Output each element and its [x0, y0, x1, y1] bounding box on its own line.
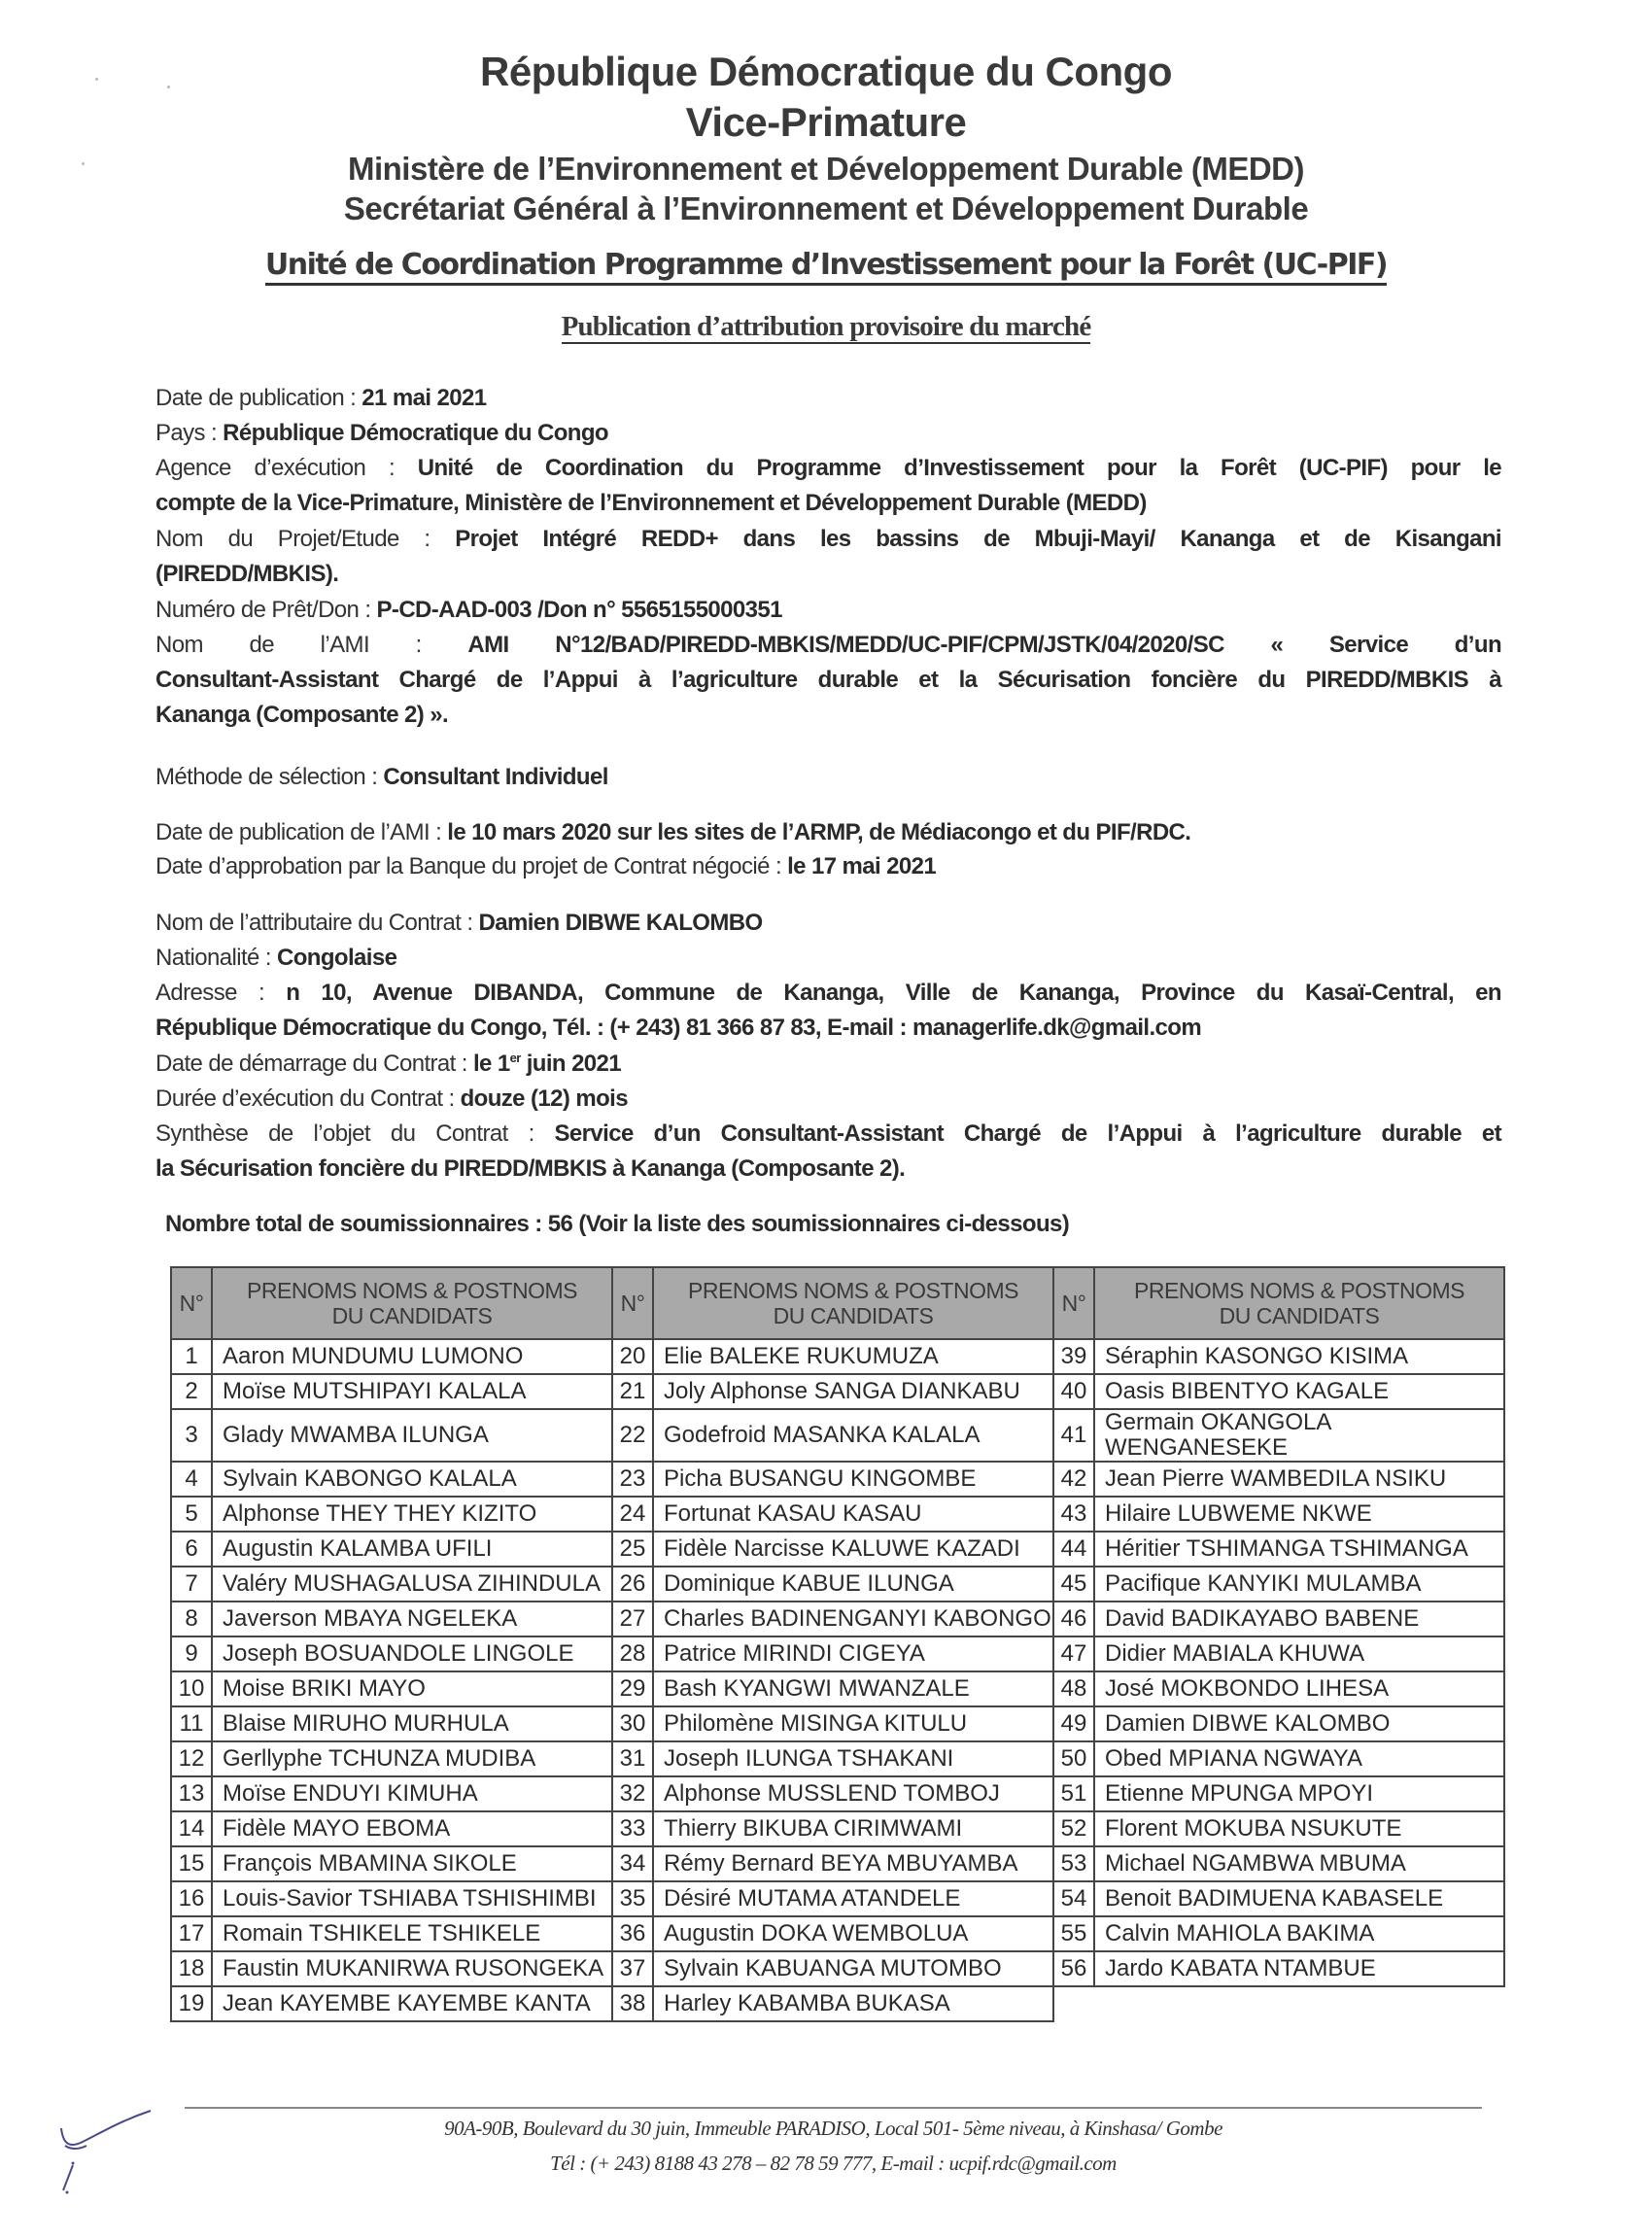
candidate-name: Bash KYANGWI MWANZALE: [653, 1671, 1053, 1706]
candidate-name: Aaron MUNDUMU LUMONO: [212, 1339, 612, 1374]
header-name-line2: DU CANDIDATS: [331, 1303, 493, 1328]
candidate-name: Jean Pierre WAMBEDILA NSIKU: [1094, 1462, 1504, 1497]
candidate-name: Benoit BADIMUENA KABASELE: [1094, 1881, 1504, 1916]
table-row: [171, 1497, 1504, 1532]
candidate-number: 42: [1053, 1462, 1094, 1497]
table-row: [171, 1671, 1504, 1706]
candidate-number: 30: [612, 1706, 653, 1741]
candidate-name: Alphonse MUSSLEND TOMBOJ: [653, 1776, 1053, 1811]
field-nom-ami-cont: [155, 667, 1501, 694]
field-duree: [155, 1085, 1501, 1113]
field-label: Nom du Projet/Etude :: [155, 526, 456, 552]
candidate-name: Jardo KABATA NTAMBUE: [1094, 1951, 1504, 1986]
header-num: N°: [171, 1267, 212, 1339]
candidate-number: 31: [612, 1741, 653, 1776]
candidate-number: 56: [1053, 1951, 1094, 1986]
candidate-name: Augustin DOKA WEMBOLUA: [653, 1916, 1053, 1951]
candidate-number: 13: [171, 1776, 212, 1811]
header-name-line1: PRENOMS NOMS & POSTNOMS: [1134, 1278, 1464, 1303]
candidate-number: 1: [171, 1339, 212, 1374]
field-value: République Démocratique du Congo, Tél. : (+ 243) 81 366 87 83, E-mail : managerlife.dk@gmail.com: [155, 1015, 1202, 1041]
field-nom-ami-cont2: [155, 702, 1501, 729]
field-value: République Démocratique du Congo: [223, 420, 608, 446]
candidate-name: Moise BRIKI MAYO: [212, 1671, 612, 1706]
field-adresse-cont: [155, 1015, 1501, 1042]
table-row: [171, 1409, 1504, 1462]
candidate-number: 22: [612, 1409, 653, 1462]
table-header-row: [171, 1267, 1504, 1339]
field-label: Méthode de sélection :: [155, 764, 384, 790]
candidate-number: 37: [612, 1951, 653, 1986]
header-name: [1094, 1267, 1504, 1339]
candidate-name: Hilaire LUBWEME NKWE: [1094, 1497, 1504, 1532]
candidate-name: Thierry BIKUBA CIRIMWAMI: [653, 1811, 1053, 1846]
table-row: [171, 1741, 1504, 1776]
candidate-number: 41: [1053, 1409, 1094, 1462]
footer-address: 90A-90B, Boulevard du 30 juin, Immeuble PARADISO, Local 501- 5ème niveau, à Kinshasa/ Gombe: [444, 2117, 1222, 2140]
header-name-line2: DU CANDIDATS: [773, 1303, 934, 1328]
table-row: [171, 1776, 1504, 1811]
total-bidders: [165, 1211, 1511, 1238]
header-num: N°: [1053, 1267, 1094, 1339]
candidate-number: 19: [171, 1986, 212, 2021]
field-value: Projet Intégré REDD+ dans les bassins de Mbuji-Mayi/ Kananga et de Kisangani: [455, 526, 1501, 552]
candidate-name: Patrice MIRINDI CIGEYA: [653, 1636, 1053, 1671]
field-synthese-cont: [155, 1155, 1501, 1183]
table-row: [171, 1636, 1504, 1671]
header-name-line2: DU CANDIDATS: [1219, 1303, 1380, 1328]
table-row: [171, 1986, 1504, 2021]
candidate-number: 48: [1053, 1671, 1094, 1706]
candidate-name: Germain OKANGOLA WENGANESEKE: [1094, 1409, 1504, 1462]
candidate-number: 3: [171, 1409, 212, 1462]
candidate-number: 35: [612, 1881, 653, 1916]
field-value: la Sécurisation foncière du PIREDD/MBKIS à Kananga (Composante 2).: [155, 1155, 906, 1182]
candidate-name: Gerllyphe TCHUNZA MUDIBA: [212, 1741, 612, 1776]
candidate-name: Godefroid MASANKA KALALA: [653, 1409, 1053, 1462]
field-label: Nom de l’attributaire du Contrat :: [155, 910, 479, 936]
candidate-number: 38: [612, 1986, 653, 2021]
field-adresse: [155, 980, 1501, 1007]
candidate-name: Harley KABAMBA BUKASA: [653, 1986, 1053, 2021]
candidate-number: 44: [1053, 1532, 1094, 1567]
candidate-number: 9: [171, 1636, 212, 1671]
candidate-number: 40: [1053, 1374, 1094, 1409]
candidate-number: 34: [612, 1846, 653, 1881]
candidate-number: 55: [1053, 1916, 1094, 1951]
footer-contact: Tél : (+ 243) 8188 43 278 – 82 78 59 777, E-mail : ucpif.rdc@gmail.com: [550, 2152, 1117, 2175]
field-synthese: [155, 1120, 1501, 1148]
signature-scribble: [53, 2107, 160, 2194]
candidate-name: Fidèle MAYO EBOMA: [212, 1811, 612, 1846]
candidate-name: Damien DIBWE KALOMBO: [1094, 1706, 1504, 1741]
candidate-number: 10: [171, 1671, 212, 1706]
candidate-name: François MBAMINA SIKOLE: [212, 1846, 612, 1881]
table-row: [171, 1916, 1504, 1951]
field-label: Nationalité :: [155, 945, 278, 971]
field-date-approbation: [155, 853, 1501, 880]
header-name-line1: PRENOMS NOMS & POSTNOMS: [688, 1278, 1018, 1303]
candidate-number: 26: [612, 1567, 653, 1602]
candidate-name: Michael NGAMBWA MBUMA: [1094, 1846, 1504, 1881]
field-value: n 10, Avenue DIBANDA, Commune de Kananga, Ville de Kananga, Province du Kasaï-Central, en: [286, 980, 1501, 1006]
field-value: Congolaise: [277, 945, 397, 971]
candidate-name: José MOKBONDO LIHESA: [1094, 1671, 1504, 1706]
header-name: [212, 1267, 612, 1339]
field-value: P-CD-AAD-003 /Don n° 5565155000351: [376, 597, 782, 623]
candidate-name: Dominique KABUE ILUNGA: [653, 1567, 1053, 1602]
candidate-number: 6: [171, 1532, 212, 1567]
candidate-name: Oasis BIBENTYO KAGALE: [1094, 1374, 1504, 1409]
field-value: Damien DIBWE KALOMBO: [478, 910, 763, 936]
candidate-number: 45: [1053, 1567, 1094, 1602]
candidate-number: 43: [1053, 1497, 1094, 1532]
candidate-name: Javerson MBAYA NGELEKA: [212, 1602, 612, 1636]
field-value: Consultant-Assistant Chargé de l’Appui à l’agriculture durable et la Sécurisation foncière du PIREDD/MBKIS à: [155, 667, 1501, 693]
candidate-name: Romain TSHIKELE TSHIKELE: [212, 1916, 612, 1951]
document-title: [0, 311, 1652, 343]
candidate-name: Louis-Savior TSHIABA TSHISHIMBI: [212, 1881, 612, 1916]
field-agence-cont: [155, 490, 1501, 517]
candidate-number: 50: [1053, 1741, 1094, 1776]
candidate-number: 53: [1053, 1846, 1094, 1881]
field-label: Date de publication de l’AMI :: [155, 819, 448, 845]
candidate-number: 5: [171, 1497, 212, 1532]
candidate-number: 21: [612, 1374, 653, 1409]
table-row: [171, 1846, 1504, 1881]
candidate-number: 39: [1053, 1339, 1094, 1374]
candidate-number: 23: [612, 1462, 653, 1497]
field-numero-pret: [155, 597, 1501, 624]
candidate-name: Augustin KALAMBA UFILI: [212, 1532, 612, 1567]
candidate-name: Sylvain KABUANGA MUTOMBO: [653, 1951, 1053, 1986]
table-row: [171, 1532, 1504, 1567]
header-num: N°: [612, 1267, 653, 1339]
candidate-name: Moïse ENDUYI KIMUHA: [212, 1776, 612, 1811]
candidate-name: Rémy Bernard BEYA MBUYAMBA: [653, 1846, 1053, 1881]
candidate-name: Calvin MAHIOLA BAKIMA: [1094, 1916, 1504, 1951]
candidate-number: 51: [1053, 1776, 1094, 1811]
field-methode: [155, 764, 1501, 791]
field-value: 21 mai 2021: [361, 385, 487, 411]
field-label: Date d’approbation par la Banque du projet de Contrat négocié :: [155, 853, 788, 879]
candidate-number: 52: [1053, 1811, 1094, 1846]
field-value: Kananga (Composante 2) ».: [155, 702, 449, 728]
candidate-number: 12: [171, 1741, 212, 1776]
candidate-name: Pacifique KANYIKI MULAMBA: [1094, 1567, 1504, 1602]
candidate-name: Séraphin KASONGO KISIMA: [1094, 1339, 1504, 1374]
candidate-number: 36: [612, 1916, 653, 1951]
candidate-name: Moïse MUTSHIPAYI KALALA: [212, 1374, 612, 1409]
candidate-number: 17: [171, 1916, 212, 1951]
header-office: Vice-Primature: [685, 99, 967, 145]
candidates-table: [170, 1266, 1505, 2022]
candidate-name: Joseph ILUNGA TSHAKANI: [653, 1741, 1053, 1776]
document-title-text: Publication d’attribution provisoire du marché: [561, 311, 1091, 342]
empty-cell: [1094, 1986, 1504, 2021]
total-bidders-text: Nombre total de soumissionnaires : 56 (Voir la liste des soumissionnaires ci-dessous): [165, 1211, 1070, 1237]
candidate-name: Alphonse THEY THEY KIZITO: [212, 1497, 612, 1532]
candidate-number: 8: [171, 1602, 212, 1636]
candidate-number: 7: [171, 1567, 212, 1602]
header-unit: [0, 248, 1652, 282]
table-row: [171, 1462, 1504, 1497]
candidate-name: Fortunat KASAU KASAU: [653, 1497, 1053, 1532]
candidate-number: 47: [1053, 1636, 1094, 1671]
candidate-name: Joseph BOSUANDOLE LINGOLE: [212, 1636, 612, 1671]
candidate-name: Blaise MIRUHO MURHULA: [212, 1706, 612, 1741]
candidate-number: 15: [171, 1846, 212, 1881]
empty-cell: [1053, 1986, 1094, 2021]
candidate-number: 4: [171, 1462, 212, 1497]
candidate-number: 27: [612, 1602, 653, 1636]
candidate-name: Glady MWAMBA ILUNGA: [212, 1409, 612, 1462]
field-label: Nom de l’AMI :: [155, 632, 468, 658]
field-value: Unité de Coordination du Programme d’Investissement pour la Forêt (UC-PIF) pour le: [417, 455, 1502, 481]
candidate-number: 28: [612, 1636, 653, 1671]
footer-divider: [185, 2107, 1482, 2109]
field-attributaire: [155, 910, 1501, 937]
header-secretariat: Secrétariat Général à l’Environnement et Développement Durable: [343, 190, 1309, 226]
field-label: Pays :: [155, 420, 224, 446]
field-value-part: le 1: [472, 1051, 510, 1077]
candidate-name: Picha BUSANGU KINGOMBE: [653, 1462, 1053, 1497]
candidate-number: 29: [612, 1671, 653, 1706]
field-label: Adresse :: [155, 980, 287, 1006]
candidate-number: 18: [171, 1951, 212, 1986]
header-country: République Démocratique du Congo: [479, 49, 1172, 94]
candidate-name: David BADIKAYABO BABENE: [1094, 1602, 1504, 1636]
candidate-name: Joly Alphonse SANGA DIANKABU: [653, 1374, 1053, 1409]
field-agence: [155, 455, 1501, 482]
candidate-name: Fidèle Narcisse KALUWE KAZADI: [653, 1532, 1053, 1567]
header-ministry: Ministère de l’Environnement et Développement Durable (MEDD): [347, 151, 1304, 187]
candidate-name: Obed MPIANA NGWAYA: [1094, 1741, 1504, 1776]
field-label: Synthèse de l’objet du Contrat :: [155, 1120, 555, 1147]
field-date-ami: [155, 819, 1501, 846]
table-row: [171, 1339, 1504, 1374]
candidate-name: Faustin MUKANIRWA RUSONGEKA: [212, 1951, 612, 1986]
field-value: le 10 mars 2020 sur les sites de l’ARMP, de Médiacongo et du PIF/RDC.: [447, 819, 1191, 845]
candidate-name: Florent MOKUBA NSUKUTE: [1094, 1811, 1504, 1846]
candidate-name: Valéry MUSHAGALUSA ZIHINDULA: [212, 1567, 612, 1602]
candidate-name: Philomène MISINGA KITULU: [653, 1706, 1053, 1741]
field-value-sup: er: [509, 1051, 521, 1065]
candidates-table-body: [171, 1339, 1504, 2021]
field-nationalite: [155, 945, 1501, 972]
candidate-name: Héritier TSHIMANGA TSHIMANGA: [1094, 1532, 1504, 1567]
candidate-number: 14: [171, 1811, 212, 1846]
field-value: le 17 mai 2021: [787, 853, 937, 879]
field-value: Service d’un Consultant-Assistant Chargé de l’Appui à l’agriculture durable et: [554, 1120, 1501, 1147]
candidate-number: 25: [612, 1532, 653, 1567]
candidate-number: 33: [612, 1811, 653, 1846]
candidate-number: 32: [612, 1776, 653, 1811]
header-name-line1: PRENOMS NOMS & POSTNOMS: [247, 1278, 577, 1303]
field-date-publication: [155, 385, 1501, 412]
field-value: compte de la Vice-Primature, Ministère de l’Environnement et Développement Durable (MEDD): [155, 490, 1147, 516]
field-value: AMI N°12/BAD/PIREDD-MBKIS/MEDD/UC-PIF/CPM/JSTK/04/2020/SC « Service d’un: [467, 632, 1501, 658]
field-label: Agence d’exécution :: [155, 455, 418, 481]
candidate-name: Charles BADINENGANYI KABONGO: [653, 1602, 1053, 1636]
header-unit-text: Unité de Coordination Programme d’Investissement pour la Forêt (UC-PIF): [265, 248, 1387, 286]
candidate-number: 24: [612, 1497, 653, 1532]
header-name: [653, 1267, 1053, 1339]
field-projet-cont: [155, 561, 1501, 588]
field-label: Date de démarrage du Contrat :: [155, 1051, 473, 1077]
field-date-demarrage: [155, 1051, 1501, 1078]
candidate-name: Désiré MUTAMA ATANDELE: [653, 1881, 1053, 1916]
table-row: [171, 1602, 1504, 1636]
candidate-number: 2: [171, 1374, 212, 1409]
candidate-name: Etienne MPUNGA MPOYI: [1094, 1776, 1504, 1811]
field-value: (PIREDD/MBKIS).: [155, 561, 339, 587]
table-row: [171, 1881, 1504, 1916]
candidate-number: 16: [171, 1881, 212, 1916]
field-value: douze (12) mois: [460, 1085, 628, 1112]
field-nom-ami: [155, 632, 1501, 659]
field-value: [473, 1051, 621, 1077]
field-label: Durée d’exécution du Contrat :: [155, 1085, 461, 1112]
table-row: [171, 1374, 1504, 1409]
candidate-name: Didier MABIALA KHUWA: [1094, 1636, 1504, 1671]
candidate-number: 54: [1053, 1881, 1094, 1916]
candidate-number: 11: [171, 1706, 212, 1741]
candidate-number: 49: [1053, 1706, 1094, 1741]
table-row: [171, 1706, 1504, 1741]
field-projet: [155, 526, 1501, 553]
candidate-name: Sylvain KABONGO KALALA: [212, 1462, 612, 1497]
field-value-part: juin 2021: [520, 1051, 622, 1077]
field-label: Numéro de Prêt/Don :: [155, 597, 377, 623]
table-row: [171, 1811, 1504, 1846]
candidate-name: Jean KAYEMBE KAYEMBE KANTA: [212, 1986, 612, 2021]
field-label: Date de publication :: [155, 385, 362, 411]
candidate-number: 46: [1053, 1602, 1094, 1636]
field-pays: [155, 420, 1501, 447]
table-row: [171, 1567, 1504, 1602]
field-value: Consultant Individuel: [383, 764, 608, 790]
candidate-name: Elie BALEKE RUKUMUZA: [653, 1339, 1053, 1374]
table-row: [171, 1951, 1504, 1986]
candidate-number: 20: [612, 1339, 653, 1374]
